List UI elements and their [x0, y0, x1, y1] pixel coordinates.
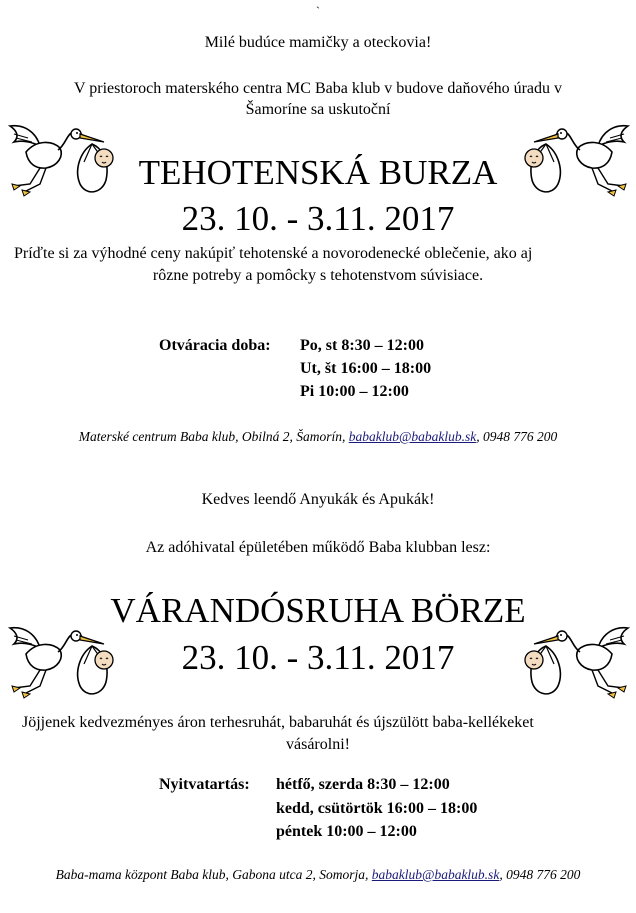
hu-hours-row: hétfő, szerda 8:30 – 12:00: [276, 776, 450, 793]
sk-email-link[interactable]: babaklub@babaklub.sk: [348, 429, 477, 444]
sk-greeting: Milé budúce mamičky a oteckovia!: [204, 34, 432, 51]
hu-footer-phone: , 0948 776 200: [499, 867, 581, 882]
hu-title: VÁRANDÓSRUHA BÖRZE: [110, 591, 526, 630]
hu-hours-row: kedd, csütörtök 16:00 – 18:00: [276, 800, 478, 817]
sk-hours-row: Po, st 8:30 – 12:00: [300, 337, 424, 354]
hu-footer-address: Baba-mama központ Baba klub, Gabona utca 2, Somorja,: [55, 867, 369, 882]
sk-footer-phone: , 0948 776 200: [476, 429, 558, 444]
sk-footer-address: Materské centrum Baba klub, Obilná 2, Šamorín,: [78, 429, 346, 444]
hu-dates: 23. 10. - 3.11. 2017: [181, 638, 455, 677]
hu-hours-label: Nyitvatartás:: [159, 776, 250, 793]
sk-dates: 23. 10. - 3.11. 2017: [181, 199, 455, 238]
hu-greeting: Kedves leendő Anyukák és Apukák!: [201, 491, 435, 508]
sk-intro-line2: Šamoríne sa uskutoční: [245, 101, 391, 118]
sk-intro-line1: V priestoroch materského centra MC Baba klub v budove daňového úradu v: [73, 80, 563, 97]
hu-email-link[interactable]: babaklub@babaklub.sk: [371, 867, 500, 882]
hu-desc-line1: Jöjjenek kedvezményes áron terhesruhát, babaruhát és újszülött baba-kellékeket: [22, 714, 534, 731]
sk-title: TEHOTENSKÁ BURZA: [138, 153, 498, 192]
hu-desc-line2: vásárolni!: [286, 736, 350, 753]
sk-hours-row: Pi 10:00 – 12:00: [300, 383, 409, 400]
sk-hours-label: Otváracia doba:: [159, 337, 271, 354]
tick-mark: `: [316, 4, 320, 18]
sk-footer: [0, 428, 636, 446]
hu-hours-row: péntek 10:00 – 12:00: [276, 823, 417, 840]
hu-footer: [0, 866, 636, 884]
hu-intro: Az adóhivatal épületében működő Baba klubban lesz:: [145, 539, 491, 556]
sk-hours-row: Ut, št 16:00 – 18:00: [300, 360, 432, 377]
sk-desc-line2: rôzne potreby a pomôcky s tehotenstvom súvisiace.: [152, 267, 484, 284]
sk-desc-line1: Príďte si za výhodné ceny nakúpiť tehotenské a novorodenecké oblečenie, ako aj: [14, 245, 533, 262]
